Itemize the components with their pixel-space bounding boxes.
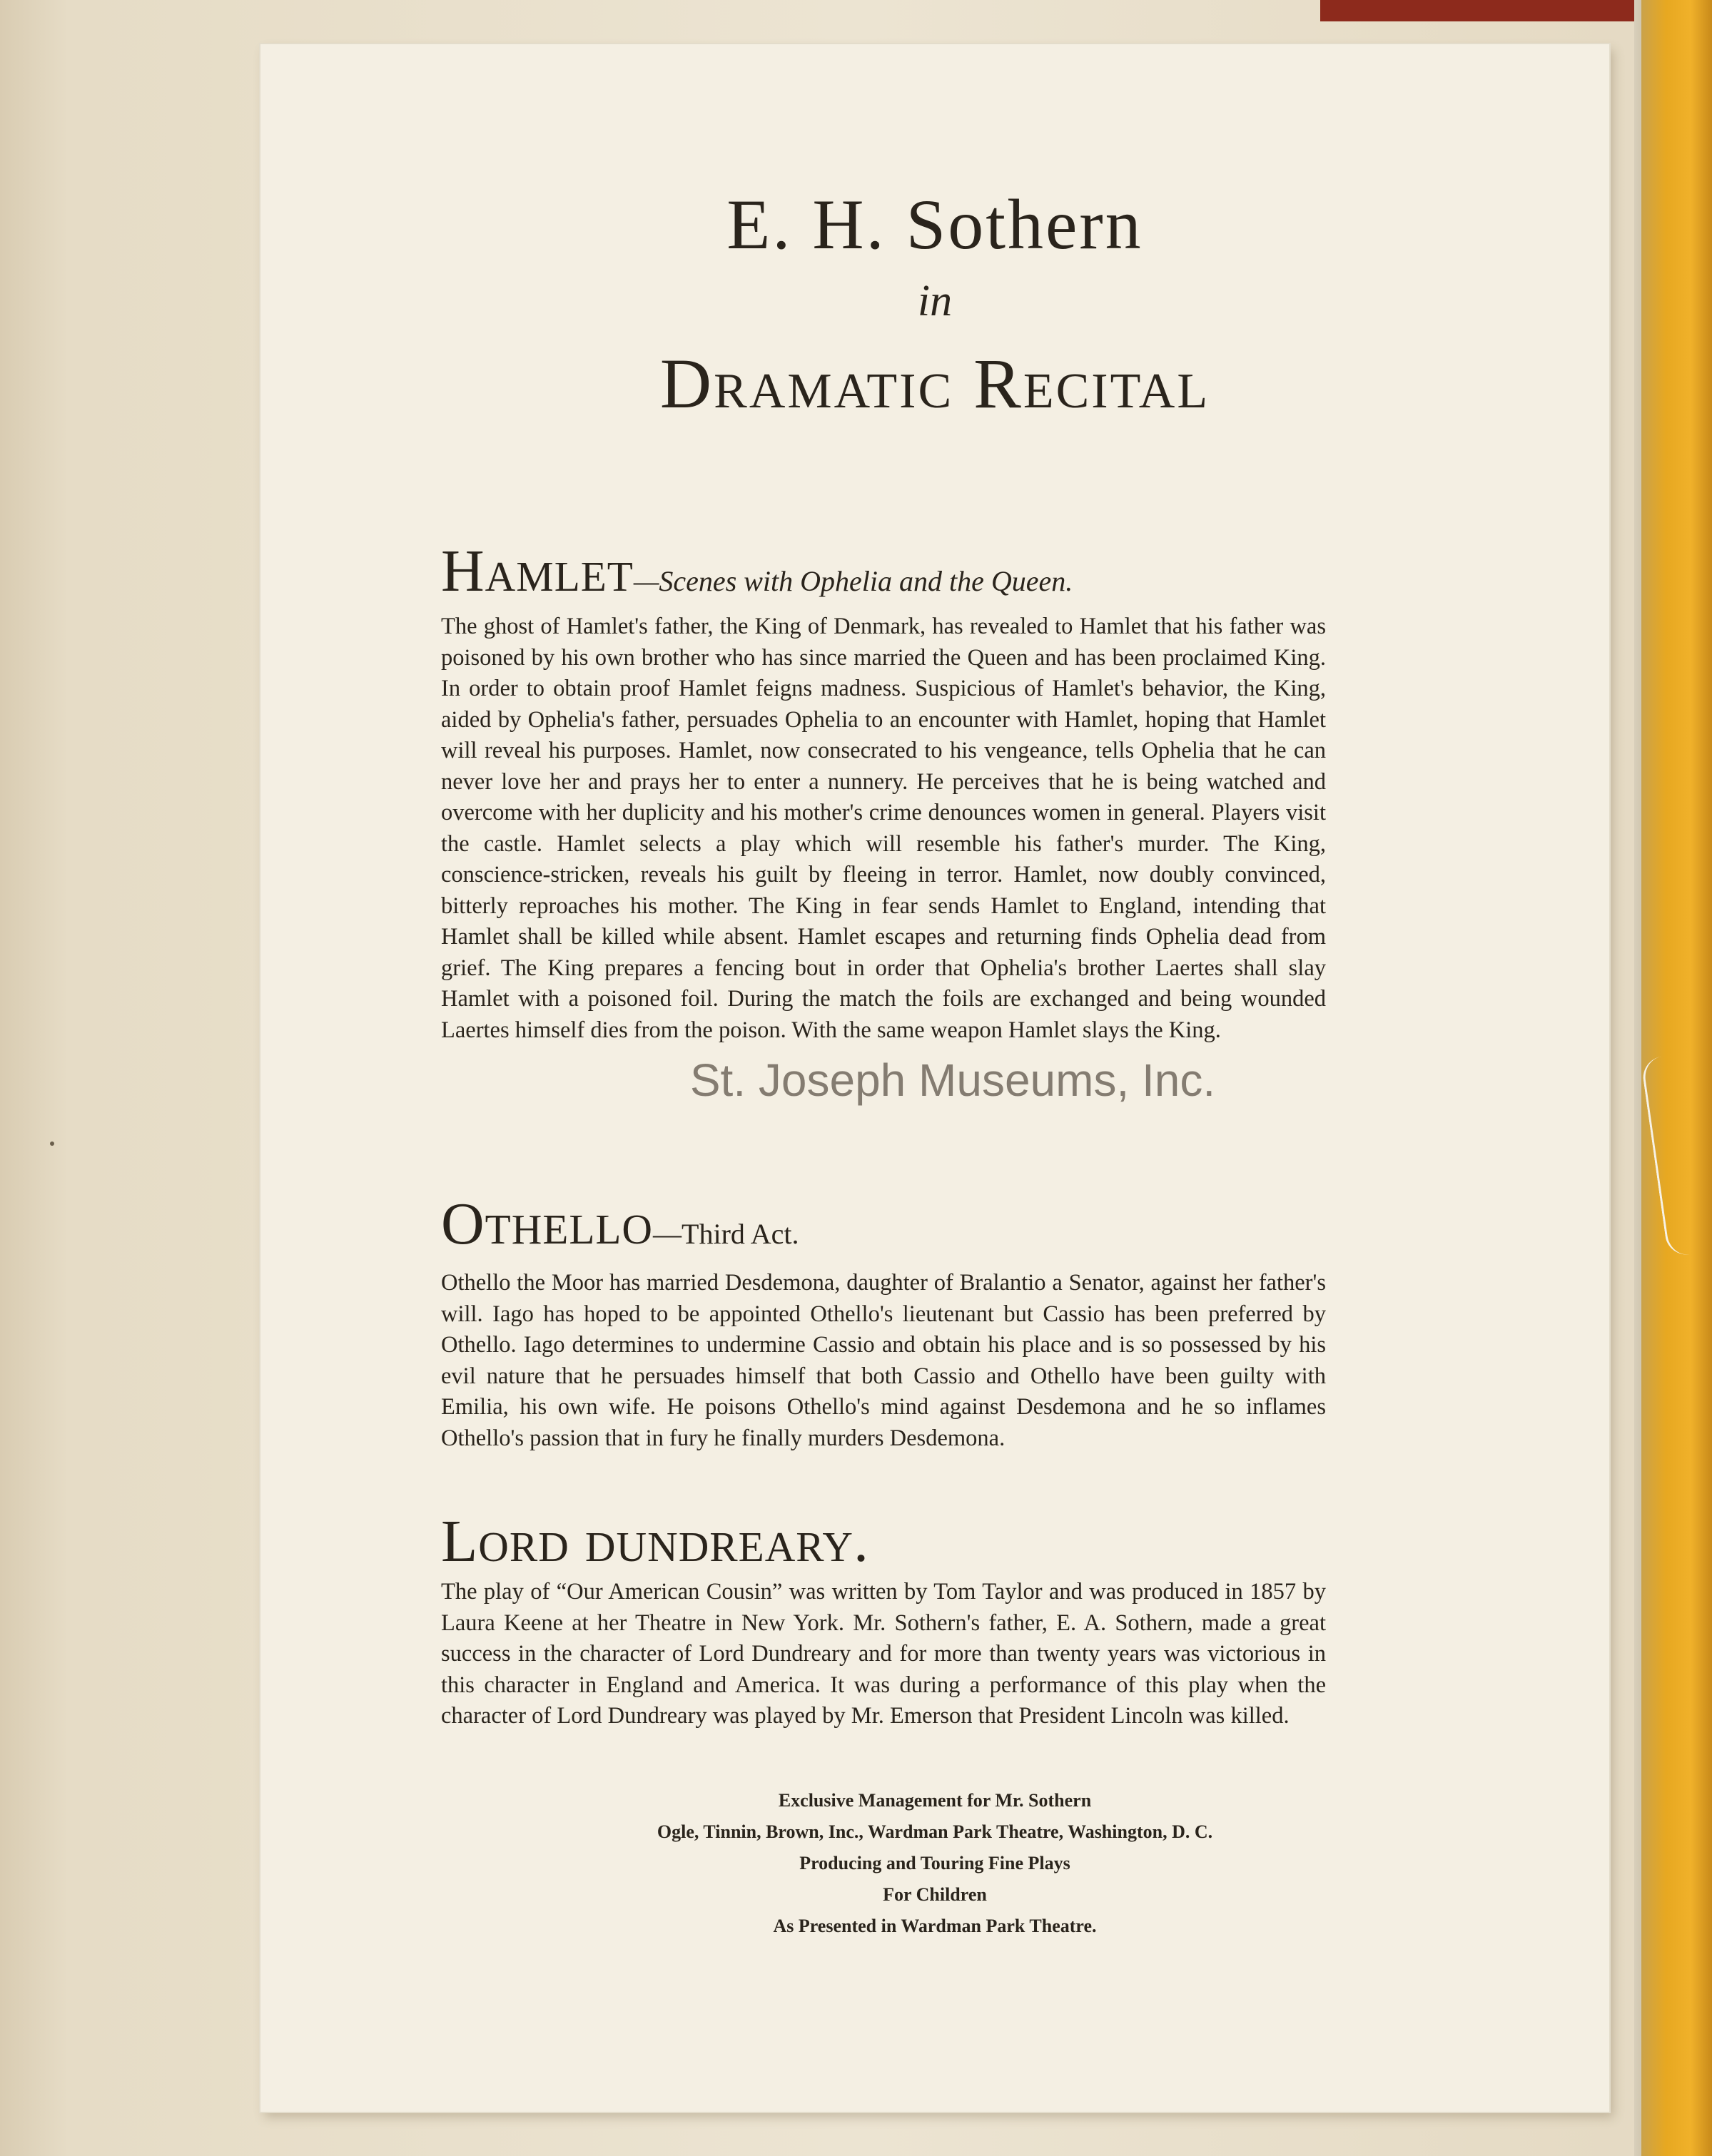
footer-line: As Presented in Wardman Park Theatre. [773, 1916, 1097, 1936]
page-mark [50, 1141, 54, 1146]
title-subtitle: Dramatic Recital [659, 344, 1210, 423]
section-subtitle: —Scenes with Ophelia and the Queen. [633, 565, 1073, 597]
section-body-lord-dundreary: The play of “Our American Cousin” was written by Tom Taylor and was produced in 1857 by Laura Keene at her Theatre in New York. Mr. Sothern's father, E. A. Sothern, made a great success in the character of Lord Dundreary and for more than twenty years was victorious in this character in England and America. It was during a performance of this play when the character of Lord Dundreary was played by Mr. Emerson that President Lincoln was killed. [441, 1579, 1326, 1729]
section-heading-hamlet [441, 537, 1073, 606]
footer-line: Producing and Touring Fine Plays [799, 1853, 1070, 1873]
section-heading-othello [441, 1189, 799, 1258]
management-footer [260, 1785, 1609, 1942]
program-sheet [260, 44, 1609, 2112]
section-body-othello: Othello the Moor has married Desdemona, daughter of Bralantio a Senator, against her father's will. Iago has hoped to be appointed Othello's lieutenant but Cassio has been preferred by Othello. Iago determines to undermine Cassio and obtain his place and is so possessed by his evil nature that he persuades himself that both Cassio and Othello have been guilty with Emilia, his own wife. He poisons Othello's mind against Desdemona and he so inflames Othello's passion that in fury he finally murders Desdemona. [441, 1270, 1326, 1451]
section-title: Othello [441, 1191, 654, 1257]
section-title: Lord dundreary. [441, 1508, 870, 1575]
footer-line: Ogle, Tinnin, Brown, Inc., Wardman Park Theatre, Washington, D. C. [657, 1821, 1213, 1842]
title-connector: in [917, 277, 953, 325]
footer-line: For Children [883, 1884, 987, 1905]
section-title: Hamlet [441, 538, 634, 604]
section-heading-lord-dundreary [441, 1507, 869, 1576]
title-name: E. H. Sothern [726, 185, 1143, 264]
section-body-hamlet: The ghost of Hamlet's father, the King of Denmark, has revealed to Hamlet that his father was poisoned by his own brother who has since married the Queen and has been proclaimed King. In order to obtain proof Hamlet feigns madness. Suspicious of Hamlet's behavior, the King, aided by Ophelia's father, persuades Ophelia to an encounter with Hamlet, hoping that Hamlet will reveal his purposes. Hamlet, now consecrated to his vengeance, tells Ophelia that he can never love her and prays her to enter a nunnery. He perceives that he is being watched and overcome with her duplicity and his mother's crime denounces women in general. Players visit the castle. Hamlet selects a play which will resemble his father's murder. The King, conscience-stricken, reveals his guilt by fleeing in terror. Hamlet, now doubly convinced, bitterly reproaches his mother. The King in fear sends Hamlet to England, intending that Hamlet shall be killed while absent. Hamlet escapes and returning finds Ophelia dead from grief. The King prepares a fencing bout in order that Ophelia's brother Laertes shall slay Hamlet with a poisoned foil. During the match the foils are exchanged and being wounded Laertes himself dies from the poison. With the same weapon Hamlet slays the King. [441, 614, 1326, 1043]
footer-line: Exclusive Management for Mr. Sothern [778, 1790, 1092, 1811]
museum-watermark: St. Joseph Museums, Inc. [689, 1054, 1216, 1106]
section-subtitle: —Third Act. [653, 1218, 799, 1250]
